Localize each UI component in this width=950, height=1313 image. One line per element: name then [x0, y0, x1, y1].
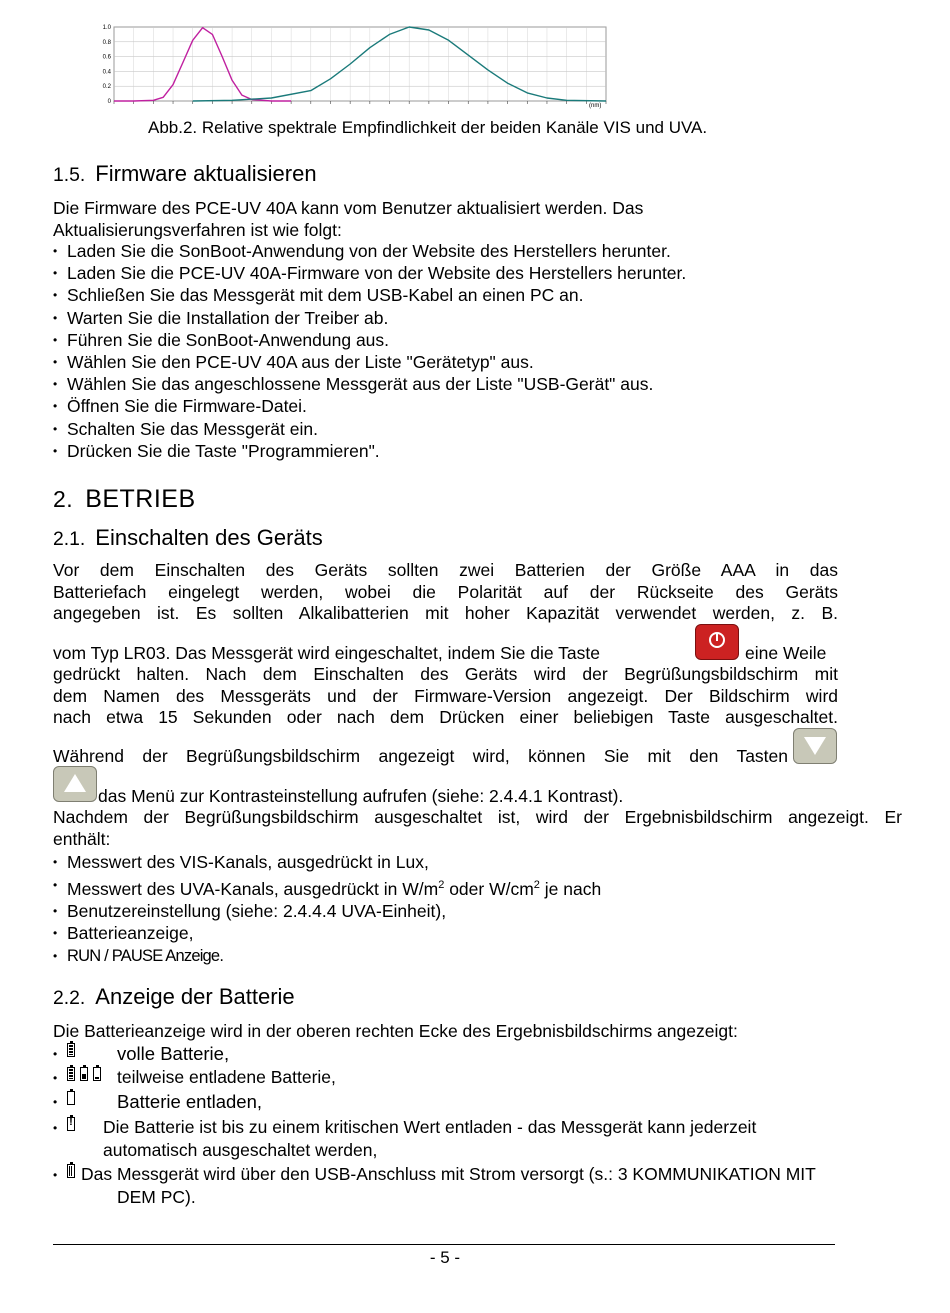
text-line: gedrückt halten. Nach dem Einschalten des Geräts wird der Begrüßungsbildschirm mit — [53, 664, 838, 684]
y-tick-label: 0.6 — [102, 54, 111, 61]
y-tick-label: 0.8 — [102, 39, 111, 46]
list-item: • Laden Sie die SonBoot-Anwendung von der Website des Herstellers herunter. — [53, 240, 686, 262]
chart-grid — [114, 27, 606, 101]
text-line-tail: eine Weile — [745, 643, 827, 663]
section-number: 2.1. — [53, 528, 86, 550]
firmware-intro — [53, 197, 838, 241]
text-line: Während der Begrüßungsbildschirm angezeigt wird, können Sie mit den Tasten — [53, 746, 788, 766]
contrast-menu-line: das Menü zur Kontrasteinstellung aufrufen (siehe: 2.4.4.1 Kontrast). — [98, 786, 624, 806]
power-on-paragraph — [53, 560, 838, 625]
list-item: • Laden Sie die PCE-UV 40A-Firmware von der Website des Herstellers herunter. — [53, 262, 686, 284]
list-item: • Batterieanzeige, — [53, 922, 601, 945]
battery-critical-icon — [67, 1117, 75, 1131]
list-item: • Wählen Sie das angeschlossene Messgerät aus der Liste "USB-Gerät" aus. — [53, 373, 686, 395]
battery-intro: Die Batterieanzeige wird in der oberen rechten Ecke des Ergebnisbildschirms angezeigt: — [53, 1021, 738, 1041]
chart-series — [114, 27, 606, 101]
list-item: • Wählen Sie den PCE-UV 40A aus der Liste "Gerätetyp" aus. — [53, 351, 686, 373]
spectral-sensitivity-chart — [92, 20, 612, 112]
y-tick-label: 0.4 — [102, 69, 111, 76]
chart-x-ticks — [114, 101, 606, 104]
usb-power-icon — [67, 1164, 75, 1178]
footer-rule — [53, 1244, 835, 1245]
power-button-icon — [695, 624, 739, 660]
firmware-intro-line-2: Aktualisierungsverfahren ist wie folgt: — [53, 220, 342, 240]
result-screen-line — [53, 806, 902, 828]
list-item: • Messwert des VIS-Kanals, ausgedrückt in Lux, — [53, 851, 601, 874]
chapter-title: BETRIEB — [85, 485, 196, 513]
text-line: dem Namen des Messgeräts und der Firmware-Version angezeigt. Der Bildschirm wird — [53, 685, 838, 706]
text-line: Vor dem Einschalten des Geräts sollten zwei Batterien der Größe AAA in das — [53, 560, 838, 580]
battery-full-icon — [67, 1067, 75, 1081]
battery-full-icon — [67, 1043, 75, 1057]
chart-y-ticks — [103, 25, 112, 105]
list-item: • Warten Sie die Installation der Treiber ab. — [53, 307, 686, 329]
section-heading-firmware — [53, 161, 317, 187]
text-line: angegeben ist. Es sollten Alkalibatterien mit hoher Kapazität verwendet werden, z. B. — [53, 603, 838, 623]
result-items-list — [53, 851, 601, 967]
battery-low-icon — [93, 1067, 101, 1081]
section-number: 1.5. — [53, 164, 86, 186]
series-line-1 — [193, 27, 606, 101]
series-line-0 — [114, 28, 291, 101]
firmware-steps-list — [53, 240, 686, 462]
text-line: nach etwa 15 Sekunden oder nach dem Drücken einer beliebigen Taste ausgeschaltet. — [53, 707, 838, 727]
text-line: Batteriefach eingelegt werden, wobei die Polarität auf der Rückseite des Geräts — [53, 581, 838, 602]
section-heading-einschalten — [53, 525, 323, 551]
list-item: • Drücken Sie die Taste "Programmieren". — [53, 440, 686, 462]
chart-frame — [114, 27, 606, 101]
list-item: • RUN / PAUSE Anzeige. — [53, 945, 601, 968]
arrow-up-button-icon — [53, 766, 97, 802]
section-number: 2.2. — [53, 987, 86, 1009]
y-tick-label: 0.2 — [102, 84, 111, 91]
chapter-heading-betrieb — [53, 485, 196, 514]
list-item-continuation: • Benutzereinstellung (siehe: 2.4.4.4 UVA-Einheit), — [53, 900, 601, 923]
chart-x-label: (nm) — [589, 103, 602, 109]
text-line: Nachdem der Begrüßungsbildschirm ausgeschaltet ist, wird der Ergebnisbildschirm angezeigt. Er — [53, 807, 902, 827]
arrow-down-button-icon — [793, 728, 837, 764]
list-item: • Schließen Sie das Messgerät mit dem USB-Kabel an einen PC an. — [53, 284, 686, 306]
battery-empty-icon — [67, 1091, 75, 1105]
y-tick-label: 1.0 — [102, 25, 111, 31]
text-line: vom Typ LR03. Das Messgerät wird eingeschaltet, indem Sie die Taste — [53, 643, 600, 663]
firmware-intro-line-1: Die Firmware des PCE-UV 40A kann vom Benutzer aktualisiert werden. Das — [53, 198, 644, 218]
result-screen-line-2: enthält: — [53, 829, 111, 849]
section-title: Einschalten des Geräts — [95, 525, 323, 550]
list-item: • Messwert des UVA-Kanals, ausgedrückt in $W/m^2$ oder $W/cm^2$ je nach — [53, 874, 601, 900]
section-title: Anzeige der Batterie — [95, 984, 295, 1009]
list-item: • Führen Sie die SonBoot-Anwendung aus. — [53, 329, 686, 351]
y-tick-label: 0 — [107, 99, 111, 105]
section-title: Firmware aktualisieren — [95, 161, 317, 186]
splash-text-line — [53, 745, 788, 767]
power-on-paragraph-cont — [53, 664, 838, 729]
page-number: - 5 - — [429, 1248, 461, 1267]
list-item: • Schalten Sie das Messgerät ein. — [53, 418, 686, 440]
list-item: • Öffnen Sie die Firmware-Datei. — [53, 395, 686, 417]
section-heading-battery — [53, 984, 295, 1010]
battery-half-icon — [80, 1067, 88, 1081]
chapter-number: 2. — [53, 486, 74, 512]
figure-caption: Abb.2. Relative spektrale Empfindlichkeit der beiden Kanäle VIS und UVA. — [148, 118, 708, 137]
